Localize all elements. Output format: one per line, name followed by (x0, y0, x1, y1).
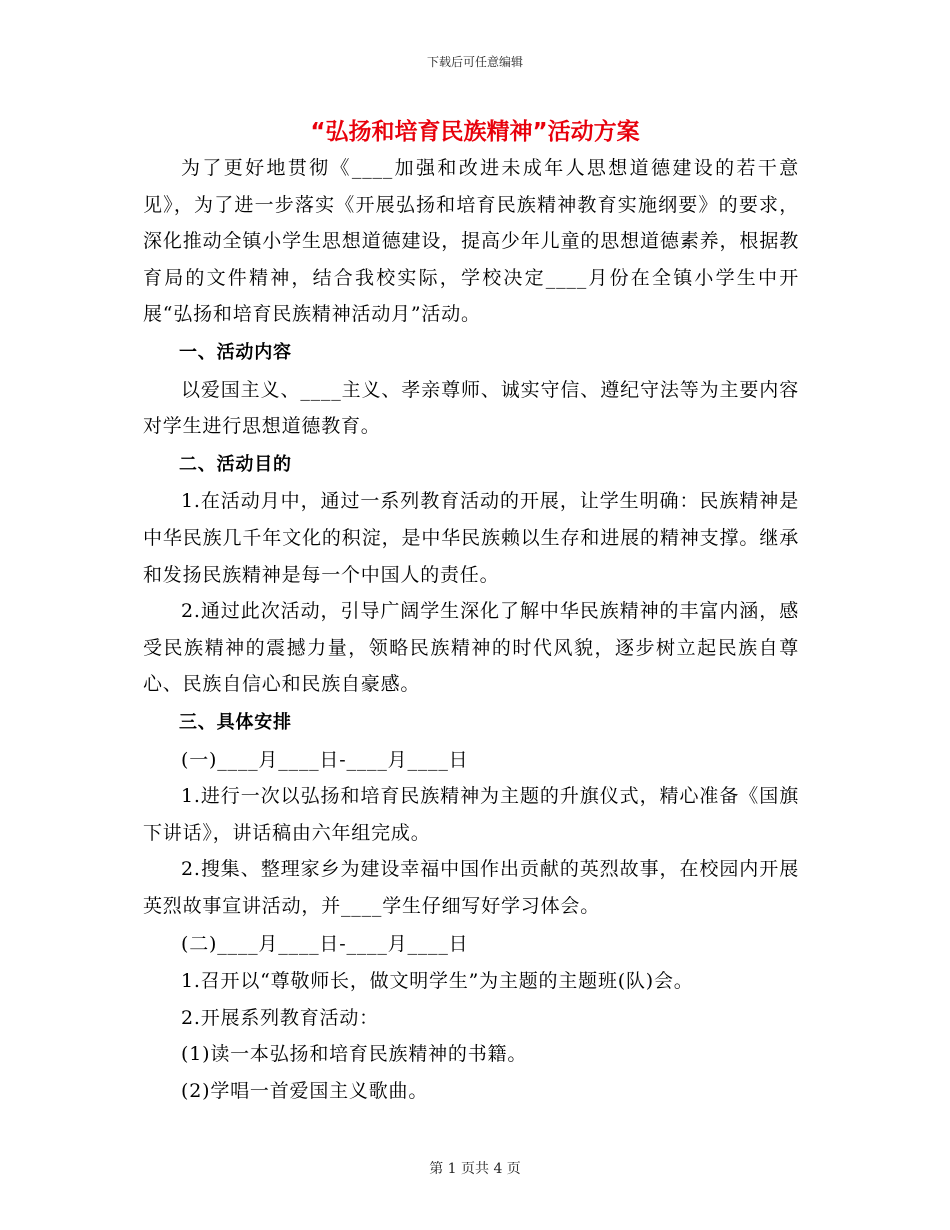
document-body (143, 150, 799, 1109)
purpose-item-1: 1.在活动月中，通过一系列教育活动的开展，让学生明确：民族精神是中华民族几千年文化的积淀，是中华民族赖以生存和进展的精神支撑。继承和发扬民族精神是每一个中国人的责任。 (143, 490, 799, 586)
document-title: “弘扬和培育民族精神”活动方案 (310, 119, 640, 145)
section-heading-schedule: 三、具体安排 (179, 711, 292, 733)
section-heading-content: 一、活动内容 (179, 341, 292, 363)
phase-2-item-1: 1.召开以“尊敬师长，做文明学生”为主题的主题班(队)会。 (181, 970, 694, 993)
phase-1-date: (一)____月____日-____月____日 (181, 748, 469, 771)
phase-2-sub-2: (2)学唱一首爱国主义歌曲。 (181, 1079, 429, 1102)
phase-1-item-2: 2.搜集、整理家乡为建设幸福中国作出贡献的英烈故事，在校园内开展英烈故事宣讲活动，并____学生仔细写好学习体会。 (143, 858, 799, 917)
header-note: 下载后可任意编辑 (426, 55, 523, 69)
content-paragraph: 以爱国主义、____主义、孝亲尊师、诚实守信、遵纪守法等为主要内容对学生进行思想道德教育。 (143, 378, 799, 438)
phase-2-date: (二)____月____日-____月____日 (181, 933, 469, 956)
phase-1-item-1: 1.进行一次以弘扬和培育民族精神为主题的升旗仪式，精心准备《国旗下讲话》，讲话稿由六年组完成。 (143, 785, 799, 844)
purpose-item-2: 2.通过此次活动，引导广阔学生深化了解中华民族精神的丰富内涵，感受民族精神的震撼力量，领略民族精神的时代风貌，逐步树立起民族自尊心、民族自信心和民族自豪感。 (143, 600, 799, 696)
page-footer: 第 1 页共 4 页 (429, 1161, 521, 1177)
section-heading-purpose: 二、活动目的 (179, 453, 292, 475)
intro-paragraph: 为了更好地贯彻《____加强和改进未成年人思想道德建设的若干意见》，为了进一步落实《开展弘扬和培育民族精神教育实施纲要》的要求，深化推动全镇小学生思想道德建设，提高少年儿童的思想道德素养，根据教育局的文件精神，结合我校实际，学校决定____月份在全镇小学生中开展“弘扬和培育民族精神活动月”活动。 (143, 157, 799, 326)
phase-2-item-2: 2.开展系列教育活动： (181, 1006, 379, 1029)
phase-2-sub-1: (1)读一本弘扬和培育民族精神的书籍。 (181, 1043, 528, 1066)
